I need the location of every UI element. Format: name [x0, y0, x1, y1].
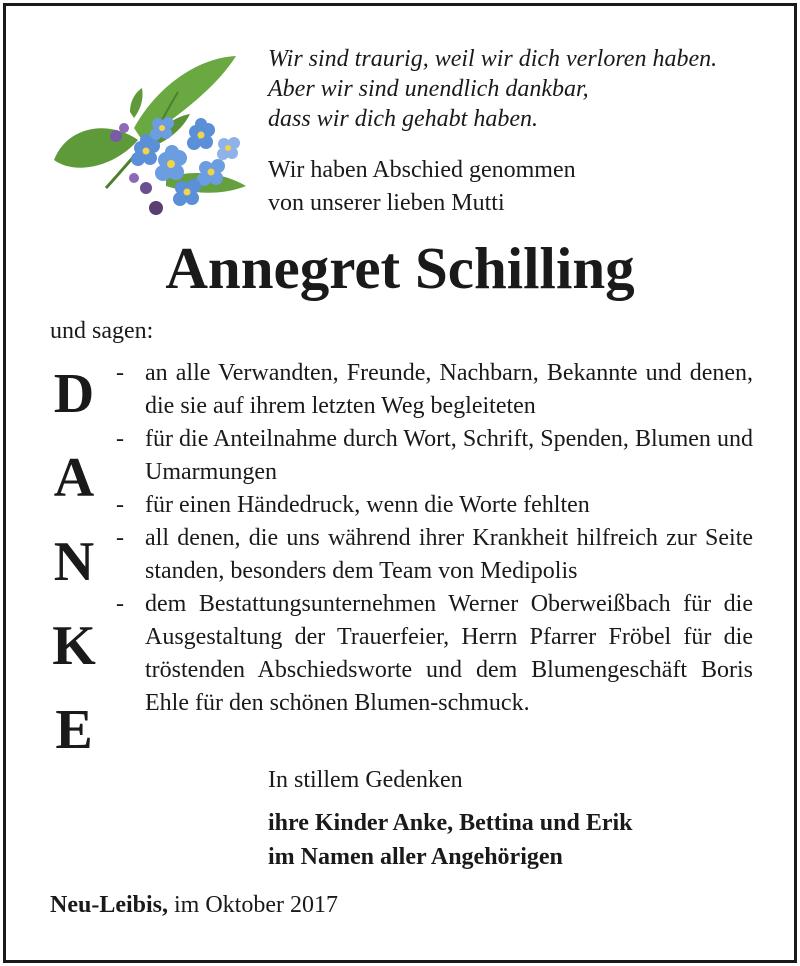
poem-line: dass wir dich gehabt haben.	[268, 106, 538, 132]
danke-vertical-word	[46, 352, 102, 772]
list-bullet: -	[116, 525, 124, 551]
forget-me-not-bouquet	[46, 48, 266, 220]
list-bullet: -	[116, 360, 124, 386]
signer-line: im Namen aller Angehörigen	[268, 844, 563, 870]
danke-letter: D	[53, 363, 95, 425]
memorial-poem	[268, 44, 717, 134]
danke-letter: K	[52, 615, 96, 677]
place-name: Neu-Leibis,	[50, 892, 169, 918]
thanks-list	[145, 357, 753, 720]
intro-line: von unserer lieben Mutti	[268, 190, 505, 216]
list-item: für die Anteilnahme durch Wort, Schrift, Spenden, Blumen und Umarmungen	[145, 426, 753, 485]
deceased-name: Annegret Schilling	[165, 235, 635, 301]
intro-line: Wir haben Abschied genommen	[268, 157, 576, 183]
und-sagen-label: und sagen:	[50, 318, 154, 344]
poem-line: Wir sind traurig, weil wir dich verloren haben.	[268, 46, 718, 72]
in-memory-label: In stillem Gedenken	[268, 767, 463, 793]
notice-date: im Oktober 2017	[174, 892, 338, 918]
signer-line: ihre Kinder Anke, Bettina und Erik	[268, 810, 633, 836]
list-bullet: -	[116, 426, 124, 452]
list-bullet: -	[116, 591, 124, 617]
farewell-intro	[268, 154, 576, 220]
list-item: all denen, die uns während ihrer Krankheit hilfreich zur Seite standen, besonders dem Team von Medipolis	[145, 525, 753, 584]
poem-line: Aber wir sind unendlich dankbar,	[268, 76, 589, 102]
place-date	[50, 888, 338, 922]
danke-letter: N	[53, 531, 95, 593]
danke-letter: A	[53, 447, 95, 509]
list-item: an alle Verwandten, Freunde, Nachbarn, Bekannte und denen, die sie auf ihrem letzten Weg begleiteten	[145, 360, 753, 419]
list-item: dem Bestattungsunternehmen Werner Oberweißbach für die Ausgestaltung der Trauerfeier, Herrn Pfarrer Fröbel für die tröstenden Abschiedsworte und dem Blumengeschäft Boris Ehle für den schönen Blumen-schmuck.	[145, 591, 753, 716]
list-bullet: -	[116, 492, 124, 518]
signers	[268, 806, 633, 874]
danke-letter: E	[55, 699, 93, 761]
list-item: für einen Händedruck, wenn die Worte fehlten	[145, 492, 590, 518]
